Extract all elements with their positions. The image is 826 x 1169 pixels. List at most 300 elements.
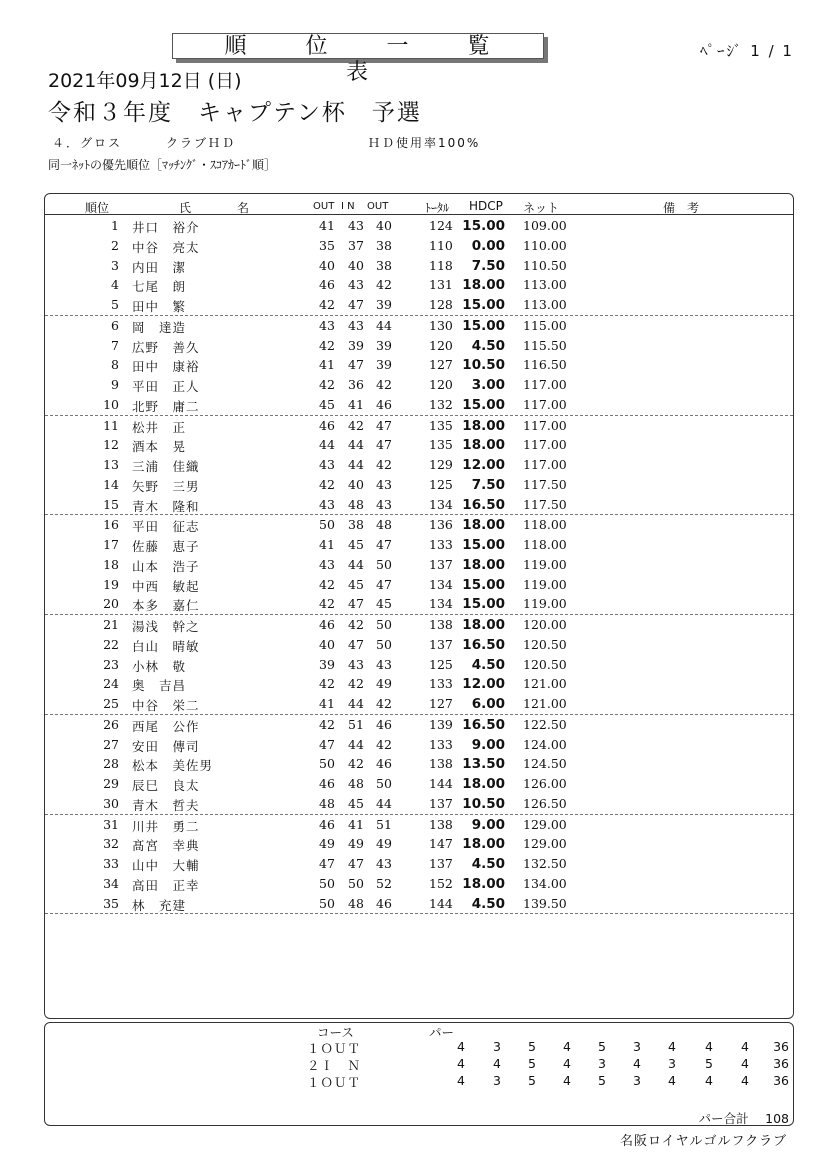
table-row <box>45 874 793 894</box>
col-name-2: 名 <box>237 201 250 215</box>
cell-in: 44 <box>348 556 364 572</box>
cell-in: 38 <box>348 517 364 533</box>
cell-out2: 42 <box>376 736 392 752</box>
cell-net: 115.50 <box>523 337 567 353</box>
cell-rank: 33 <box>103 856 119 871</box>
cell-hdcp: 18.00 <box>462 277 505 294</box>
cell-total: 134 <box>429 496 453 512</box>
cell-out1: 42 <box>319 476 335 492</box>
course-total: 36 <box>773 1039 789 1054</box>
cell-net: 117.00 <box>523 396 567 412</box>
cell-hdcp: 18.00 <box>462 437 505 454</box>
cell-name: 矢野 三男 <box>132 478 200 494</box>
hole-par: 5 <box>528 1056 536 1071</box>
cell-in: 48 <box>348 776 364 791</box>
hole-par: 4 <box>457 1056 465 1071</box>
cell-out1: 40 <box>319 636 335 652</box>
cell-in: 47 <box>348 636 364 652</box>
cell-net: 119.00 <box>523 576 567 592</box>
cell-rank: 22 <box>103 636 119 652</box>
hole-par: 3 <box>668 1056 676 1071</box>
cell-hdcp: 0.00 <box>471 237 505 254</box>
cell-out1: 46 <box>319 617 335 632</box>
cell-rank: 18 <box>103 556 119 572</box>
cell-hdcp: 16.50 <box>462 716 505 733</box>
cell-out2: 47 <box>376 417 392 433</box>
hole-par: 4 <box>741 1039 749 1054</box>
cell-net: 109.00 <box>523 218 567 233</box>
cell-hdcp: 7.50 <box>471 257 505 274</box>
cell-rank: 32 <box>103 836 119 852</box>
cell-out2: 50 <box>376 636 392 652</box>
cell-out2: 50 <box>376 556 392 572</box>
event-date: 2021年09月12日 (日) <box>48 70 242 92</box>
cell-name: 高田 正幸 <box>132 877 200 893</box>
cell-total: 147 <box>429 836 453 852</box>
table-row <box>45 435 793 455</box>
cell-out2: 45 <box>376 596 392 612</box>
cell-out1: 41 <box>319 696 335 711</box>
table-row <box>45 336 793 356</box>
cell-out1: 42 <box>319 377 335 392</box>
table-row <box>45 236 793 256</box>
cell-in: 47 <box>348 357 364 373</box>
course-total: 36 <box>773 1073 789 1088</box>
cell-hdcp: 13.50 <box>462 756 505 773</box>
cell-name: 岡 達造 <box>132 319 187 335</box>
cell-out1: 41 <box>319 357 335 373</box>
cell-rank: 26 <box>103 716 119 732</box>
col-remarks: 備 考 <box>663 201 700 215</box>
table-body <box>45 216 793 914</box>
cell-rank: 4 <box>111 277 119 293</box>
cell-out2: 38 <box>376 257 392 273</box>
cell-name: 山中 大輔 <box>132 858 200 873</box>
table-row <box>45 295 793 316</box>
cell-rank: 19 <box>103 576 119 592</box>
col-net: ネット <box>523 201 560 215</box>
cell-out1: 50 <box>319 517 335 533</box>
cell-total: 128 <box>429 297 453 312</box>
table-row <box>45 655 793 675</box>
cell-out1: 43 <box>319 317 335 333</box>
table-row <box>45 674 793 694</box>
cell-rank: 23 <box>103 656 119 672</box>
cell-out2: 43 <box>376 856 392 871</box>
cell-out2: 46 <box>376 895 392 911</box>
cell-hdcp: 15.00 <box>462 537 505 553</box>
hole-par: 5 <box>528 1039 536 1054</box>
hole-par: 4 <box>563 1039 571 1054</box>
cell-hdcp: 18.00 <box>462 836 505 853</box>
cell-out1: 46 <box>319 417 335 433</box>
cell-out1: 43 <box>319 496 335 512</box>
cell-in: 40 <box>348 476 364 492</box>
cell-name: 西尾 公作 <box>132 718 200 734</box>
cell-net: 117.50 <box>523 476 567 492</box>
cell-total: 144 <box>429 895 453 911</box>
cell-total: 137 <box>429 795 453 811</box>
cell-in: 43 <box>348 277 364 293</box>
cell-hdcp: 12.00 <box>462 676 505 693</box>
cell-rank: 27 <box>103 736 119 752</box>
cell-total: 120 <box>429 377 453 392</box>
cell-out2: 42 <box>376 377 392 392</box>
cell-out2: 49 <box>376 676 392 692</box>
cell-out2: 47 <box>376 437 392 453</box>
table-row <box>45 715 793 735</box>
table-row <box>45 594 793 615</box>
cell-rank: 34 <box>103 875 119 891</box>
cell-name: 辰巳 良太 <box>132 778 200 793</box>
cell-out1: 42 <box>319 676 335 692</box>
cell-out2: 44 <box>376 795 392 811</box>
cell-total: 127 <box>429 357 453 373</box>
cell-out1: 44 <box>319 437 335 453</box>
cell-out2: 49 <box>376 836 392 852</box>
cell-name: 中谷 栄二 <box>132 698 200 713</box>
cell-rank: 1 <box>111 218 119 233</box>
cell-total: 133 <box>429 676 453 692</box>
cell-hdcp: 15.00 <box>462 596 505 613</box>
course-row <box>45 1039 793 1055</box>
hole-par: 4 <box>563 1056 571 1071</box>
event-name: 令和３年度 キャプテン杯 予選 <box>48 100 422 126</box>
cell-total: 138 <box>429 617 453 632</box>
cell-total: 110 <box>429 237 453 253</box>
cell-in: 39 <box>348 337 364 353</box>
cell-name: 酒本 晃 <box>132 439 187 455</box>
table-row <box>45 475 793 495</box>
cell-in: 41 <box>348 396 364 412</box>
cell-rank: 10 <box>103 396 119 412</box>
cell-rank: 25 <box>103 696 119 711</box>
table-row <box>45 216 793 236</box>
cell-out2: 46 <box>376 396 392 412</box>
cell-in: 43 <box>348 656 364 672</box>
cell-out2: 39 <box>376 357 392 373</box>
cell-net: 121.00 <box>523 696 567 711</box>
cell-hdcp: 18.00 <box>462 875 505 892</box>
cell-net: 117.00 <box>523 377 567 392</box>
cell-name: 中西 敏起 <box>132 578 200 594</box>
cell-net: 113.00 <box>523 277 567 293</box>
col-in: I N <box>341 201 355 212</box>
table-row <box>45 575 793 595</box>
table-row <box>45 515 793 535</box>
course-name: ２Ｉ Ｎ <box>307 1058 362 1073</box>
cell-out2: 51 <box>376 816 392 832</box>
cell-hdcp: 10.50 <box>462 795 505 812</box>
cell-rank: 16 <box>103 517 119 533</box>
cell-rank: 21 <box>103 617 119 632</box>
cell-total: 152 <box>429 875 453 891</box>
cell-out1: 43 <box>319 457 335 472</box>
cell-total: 135 <box>429 417 453 433</box>
cell-total: 135 <box>429 437 453 453</box>
cell-net: 120.50 <box>523 656 567 672</box>
cell-net: 120.50 <box>523 636 567 652</box>
cell-out2: 46 <box>376 756 392 772</box>
cell-net: 124.00 <box>523 736 567 752</box>
cell-out1: 42 <box>319 596 335 612</box>
cell-net: 126.00 <box>523 776 567 791</box>
cell-in: 42 <box>348 676 364 692</box>
cell-out1: 35 <box>319 237 335 253</box>
cell-hdcp: 18.00 <box>462 776 505 792</box>
hole-par: 5 <box>598 1039 606 1054</box>
cell-in: 45 <box>348 795 364 811</box>
cell-out1: 46 <box>319 816 335 832</box>
hole-par: 4 <box>457 1039 465 1054</box>
cell-net: 115.00 <box>523 317 567 333</box>
cell-total: 137 <box>429 556 453 572</box>
cell-in: 37 <box>348 237 364 253</box>
cell-out2: 40 <box>376 218 392 233</box>
col-total: ﾄｰﾀﾙ <box>425 201 450 215</box>
cell-hdcp: 15.00 <box>462 317 505 334</box>
cell-net: 121.00 <box>523 676 567 692</box>
results-table <box>44 193 794 1019</box>
cell-in: 41 <box>348 816 364 832</box>
cell-in: 51 <box>348 716 364 732</box>
cell-hdcp: 18.00 <box>462 517 505 534</box>
hole-par: 4 <box>633 1056 641 1071</box>
hole-par: 4 <box>493 1056 501 1071</box>
cell-total: 137 <box>429 856 453 871</box>
cell-rank: 12 <box>103 437 119 453</box>
cell-out2: 46 <box>376 716 392 732</box>
cell-net: 132.50 <box>523 856 567 871</box>
cell-name: 林 充建 <box>132 897 187 913</box>
par-total <box>699 1109 789 1127</box>
course-label: コース <box>317 1025 354 1040</box>
tie-priority-note: 同一ﾈｯﾄの優先順位［ﾏｯﾁﾝｸﾞ・ｽｺｱｶｰﾄﾞ順］ <box>48 158 277 172</box>
table-row <box>45 635 793 655</box>
cell-out2: 39 <box>376 297 392 312</box>
category-type: クラブＨＤ <box>166 136 237 150</box>
cell-out1: 49 <box>319 836 335 852</box>
cell-in: 36 <box>348 377 364 392</box>
club-name: 名阪ロイヤルゴルフクラブ <box>620 1134 788 1149</box>
hole-par: 3 <box>493 1073 501 1088</box>
cell-rank: 35 <box>103 895 119 911</box>
category-number: ４．グロス <box>52 136 123 150</box>
cell-rank: 15 <box>103 496 119 512</box>
cell-out1: 40 <box>319 257 335 273</box>
cell-net: 129.00 <box>523 816 567 832</box>
table-row <box>45 375 793 395</box>
cell-in: 44 <box>348 696 364 711</box>
cell-rank: 11 <box>103 417 119 433</box>
cell-net: 134.00 <box>523 875 567 891</box>
table-row <box>45 256 793 276</box>
cell-out1: 47 <box>319 736 335 752</box>
cell-hdcp: 18.00 <box>462 617 505 633</box>
cell-hdcp: 4.50 <box>471 856 505 872</box>
hole-par: 4 <box>563 1073 571 1088</box>
cell-hdcp: 15.00 <box>462 576 505 593</box>
table-row <box>45 495 793 516</box>
hole-par: 3 <box>493 1039 501 1054</box>
cell-net: 113.00 <box>523 297 567 312</box>
cell-net: 120.00 <box>523 617 567 632</box>
cell-net: 110.50 <box>523 257 567 273</box>
cell-total: 144 <box>429 776 453 791</box>
cell-out2: 42 <box>376 277 392 293</box>
cell-net: 118.00 <box>523 517 567 533</box>
cell-rank: 2 <box>111 237 119 253</box>
cell-name: 髙宮 幸典 <box>132 838 200 854</box>
page-indicator: ﾍﾟｰｼﾞ 1 / 1 <box>700 42 794 60</box>
col-name-1: 氏 <box>179 201 192 215</box>
cell-rank: 28 <box>103 756 119 772</box>
cell-name: 川井 勇二 <box>132 818 200 834</box>
table-header <box>45 198 793 215</box>
table-row <box>45 834 793 854</box>
cell-in: 44 <box>348 457 364 472</box>
cell-in: 48 <box>348 496 364 512</box>
cell-name: 白山 晴敏 <box>132 638 200 654</box>
cell-out1: 42 <box>319 337 335 353</box>
cell-total: 139 <box>429 716 453 732</box>
cell-out1: 46 <box>319 277 335 293</box>
cell-in: 43 <box>348 317 364 333</box>
cell-out2: 43 <box>376 476 392 492</box>
table-row <box>45 535 793 555</box>
cell-out2: 43 <box>376 496 392 512</box>
cell-out1: 42 <box>319 716 335 732</box>
cell-name: 佐藤 恵子 <box>132 539 200 554</box>
cell-name: 湯浅 幹之 <box>132 619 200 634</box>
cell-net: 124.50 <box>523 756 567 772</box>
cell-name: 田中 康裕 <box>132 359 200 375</box>
col-hdcp: HDCP <box>469 199 503 213</box>
cell-out1: 42 <box>319 576 335 592</box>
table-row <box>45 416 793 436</box>
cell-name: 安田 傳司 <box>132 738 200 754</box>
cell-hdcp: 12.00 <box>462 457 505 473</box>
cell-name: 田中 繁 <box>132 299 187 314</box>
cell-name: 松本 美佐男 <box>132 758 214 774</box>
cell-out2: 50 <box>376 776 392 791</box>
cell-rank: 29 <box>103 776 119 791</box>
table-row <box>45 455 793 475</box>
cell-out1: 41 <box>319 218 335 233</box>
category-line <box>52 134 480 151</box>
cell-hdcp: 4.50 <box>471 337 505 354</box>
cell-hdcp: 9.00 <box>471 816 505 833</box>
cell-out1: 41 <box>319 537 335 552</box>
cell-name: 平田 正人 <box>132 379 200 394</box>
cell-name: 井口 裕介 <box>132 220 200 235</box>
cell-net: 139.50 <box>523 895 567 911</box>
cell-hdcp: 6.00 <box>471 696 505 712</box>
cell-net: 117.50 <box>523 496 567 512</box>
course-par-table <box>44 1022 794 1126</box>
course-total: 36 <box>773 1056 789 1071</box>
par-label: パー <box>429 1025 455 1040</box>
cell-total: 118 <box>429 257 453 273</box>
cell-rank: 7 <box>111 337 119 353</box>
hole-par: 4 <box>741 1056 749 1071</box>
hole-par: 4 <box>668 1039 676 1054</box>
cell-out1: 39 <box>319 656 335 672</box>
cell-in: 47 <box>348 596 364 612</box>
cell-hdcp: 16.50 <box>462 496 505 513</box>
page-title: 順 位 一 覧 表 <box>172 33 544 59</box>
cell-out2: 42 <box>376 457 392 472</box>
cell-hdcp: 9.00 <box>471 736 505 753</box>
cell-out1: 45 <box>319 396 335 412</box>
cell-out1: 46 <box>319 776 335 791</box>
cell-name: 小林 敬 <box>132 658 187 674</box>
cell-hdcp: 18.00 <box>462 417 505 434</box>
cell-total: 134 <box>429 576 453 592</box>
cell-hdcp: 3.00 <box>471 377 505 393</box>
cell-name: 青木 哲夫 <box>132 797 200 813</box>
cell-out2: 47 <box>376 576 392 592</box>
hole-par: 5 <box>598 1073 606 1088</box>
course-row <box>45 1056 793 1072</box>
cell-hdcp: 10.50 <box>462 357 505 374</box>
hole-par: 4 <box>668 1073 676 1088</box>
cell-net: 117.00 <box>523 457 567 472</box>
cell-out2: 39 <box>376 337 392 353</box>
cell-net: 118.00 <box>523 537 567 552</box>
cell-rank: 31 <box>103 816 119 832</box>
cell-total: 120 <box>429 337 453 353</box>
cell-total: 127 <box>429 696 453 711</box>
cell-total: 137 <box>429 636 453 652</box>
hd-rate: ＨＤ使用率100% <box>368 136 481 150</box>
table-row <box>45 894 793 915</box>
cell-out1: 50 <box>319 875 335 891</box>
cell-name: 青木 隆和 <box>132 498 200 514</box>
cell-rank: 5 <box>111 297 119 312</box>
table-row <box>45 854 793 874</box>
cell-total: 138 <box>429 816 453 832</box>
cell-total: 132 <box>429 396 453 412</box>
cell-net: 119.00 <box>523 596 567 612</box>
cell-in: 44 <box>348 437 364 453</box>
cell-rank: 17 <box>103 537 119 552</box>
cell-out2: 48 <box>376 517 392 533</box>
cell-total: 133 <box>429 537 453 552</box>
cell-rank: 13 <box>103 457 119 472</box>
cell-rank: 14 <box>103 476 119 492</box>
table-row <box>45 754 793 774</box>
cell-in: 42 <box>348 417 364 433</box>
cell-name: 奥 吉昌 <box>132 678 187 694</box>
cell-total: 125 <box>429 656 453 672</box>
table-row <box>45 355 793 375</box>
cell-total: 130 <box>429 317 453 333</box>
table-row <box>45 774 793 794</box>
cell-total: 134 <box>429 596 453 612</box>
cell-in: 44 <box>348 736 364 752</box>
cell-total: 131 <box>429 277 453 293</box>
table-row <box>45 615 793 635</box>
cell-hdcp: 16.50 <box>462 636 505 653</box>
cell-total: 125 <box>429 476 453 492</box>
par-total-label: パー合計 <box>698 1111 749 1126</box>
cell-net: 117.00 <box>523 417 567 433</box>
table-row <box>45 815 793 835</box>
cell-name: 七尾 朗 <box>132 279 187 295</box>
cell-in: 45 <box>348 537 364 552</box>
cell-in: 47 <box>348 297 364 312</box>
